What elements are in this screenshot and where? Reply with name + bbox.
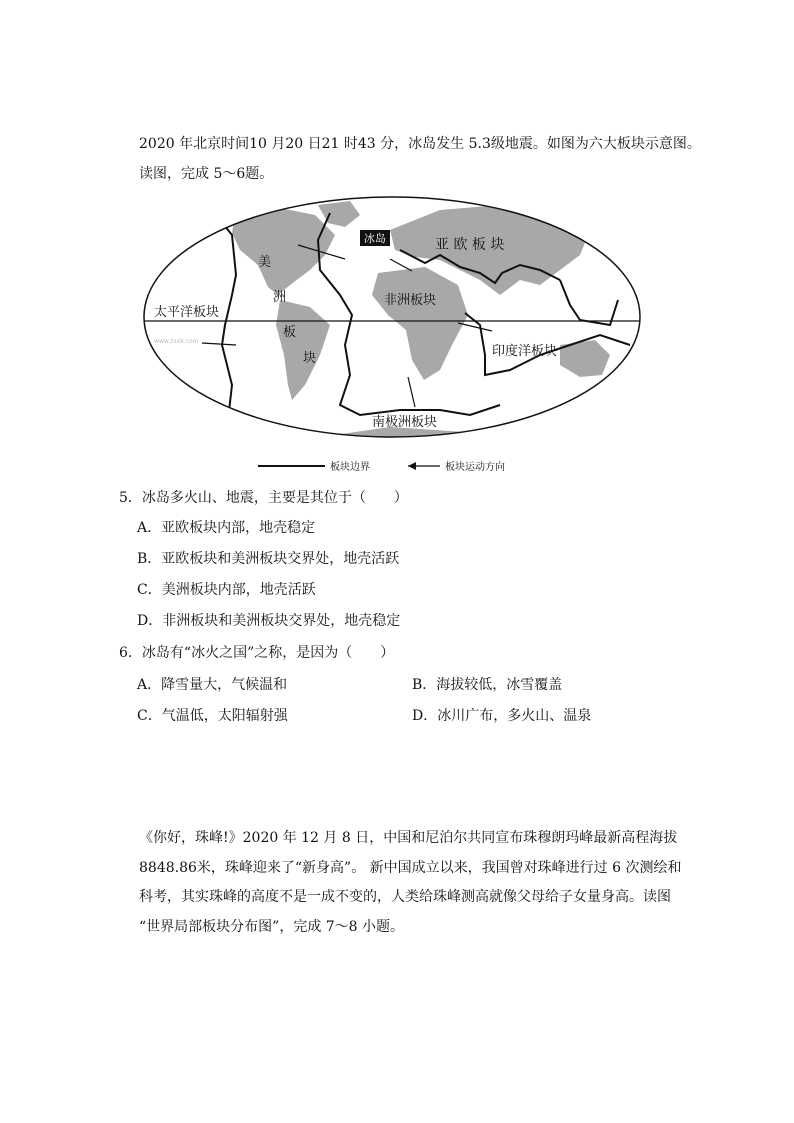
q5-option-a: A．亚欧板块内部，地壳稳定 xyxy=(137,520,316,536)
america-label-1: 美 xyxy=(258,255,272,270)
intro-line-2: 读图，完成 5～6题。 xyxy=(139,166,274,182)
eurasia-plate-label: 亚 欧 板 块 xyxy=(435,237,505,253)
passage2-line-2: 8848.86米，珠峰迎来了“新身高”。 新中国成立以来，我国曾对珠峰进行过 6 次测绘和 xyxy=(139,860,682,876)
america-label-4: 块 xyxy=(303,351,317,366)
america-label-3: 板 xyxy=(283,325,297,340)
q5-option-d: D．非洲板块和美洲板块交界处，地壳稳定 xyxy=(137,613,401,629)
antarctic-plate-label: 南极洲板块 xyxy=(372,415,438,430)
q5-option-b: B．亚欧板块和美洲板块交界处，地壳活跃 xyxy=(137,551,400,567)
legend-boundary-label: 板块边界 xyxy=(330,462,370,473)
indian-plate-label: 印度洋板块 xyxy=(492,344,558,359)
legend-direction-label: 板块运动方向 xyxy=(445,462,505,473)
south-america-land xyxy=(276,300,330,400)
q6-option-b: B．海拔较低，冰雪覆盖 xyxy=(412,677,563,693)
passage2-line-4: “世界局部板块分布图”，完成 7～8 小题。 xyxy=(139,919,405,935)
watermark: www.zxxk.com xyxy=(154,338,199,345)
plate-map xyxy=(140,195,645,475)
passage2-line-1: 《你好，珠峰!》2020 年 12 月 8 日，中国和尼泊尔共同宣布珠穆朗玛峰最新高程海拔 xyxy=(139,830,678,846)
passage2-line-3: 科考，其实珠峰的高度不是一成不变的，人类给珠峰测高就像父母给子女量身高。读图 xyxy=(139,889,671,905)
iceland-label: 冰岛 xyxy=(364,232,386,245)
q5-stem: 5．冰岛多火山、地震，主要是其位于（ ） xyxy=(119,490,408,506)
q6-option-d: D．冰川广布，多火山、温泉 xyxy=(412,708,592,724)
q6-option-a: A．降雪量大，气候温和 xyxy=(137,677,288,693)
pacific-plate-label: 太平洋板块 xyxy=(154,305,220,320)
intro-line-1: 2020 年北京时间10 月20 日21 时43 分，冰岛发生 5.3级地震。如图为六大板块示意图。 xyxy=(139,136,701,152)
african-plate-label: 非洲板块 xyxy=(384,293,437,308)
q5-option-c: C．美洲板块内部，地壳活跃 xyxy=(137,582,316,598)
africa-land xyxy=(372,267,468,380)
q6-option-c: C．气温低，太阳辐射强 xyxy=(137,708,288,724)
q6-stem: 6．冰岛有“冰火之国”之称，是因为（ ） xyxy=(119,645,395,661)
greenland-land xyxy=(318,201,360,227)
america-label-2: 洲 xyxy=(273,290,287,305)
